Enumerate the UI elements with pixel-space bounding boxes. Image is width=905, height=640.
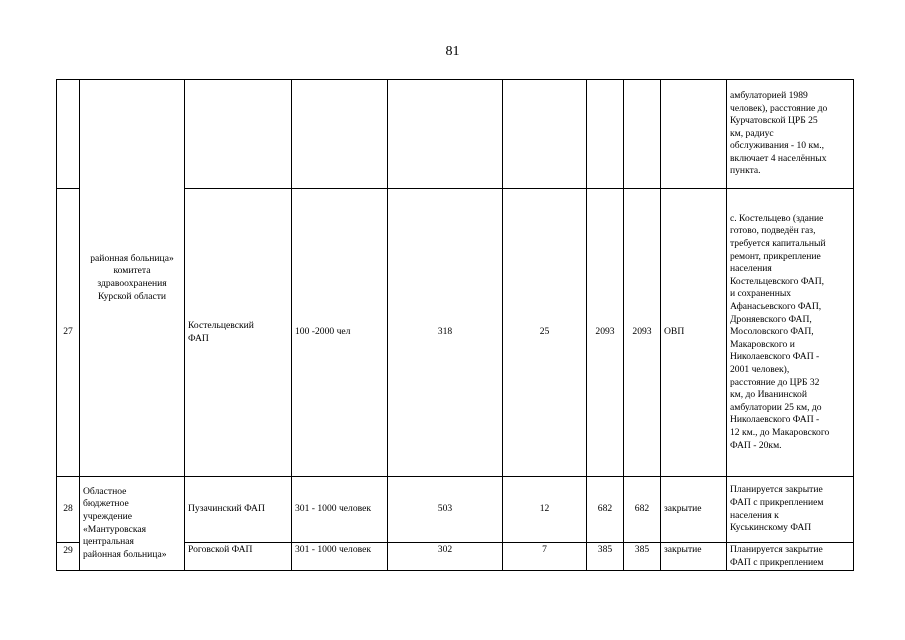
organization-line: районная больница» <box>83 548 167 560</box>
notes-line: Дроняевского ФАП, <box>730 313 812 325</box>
notes-cell <box>727 477 854 543</box>
notes-line: Николаевского ФАП - <box>730 351 820 363</box>
row-number: 29 <box>57 543 80 571</box>
range-cell <box>292 80 388 189</box>
served-cell: 682 <box>624 477 661 543</box>
served-cell <box>587 80 624 189</box>
notes-line: км, до Иванинской <box>730 389 807 401</box>
notes-line: обслуживания - 10 км., <box>730 140 825 152</box>
notes-line: населения <box>730 263 772 275</box>
organization-line: учреждение <box>83 511 132 522</box>
notes-line: ФАП - 20км. <box>730 439 782 451</box>
fap-name-line: ФАП <box>188 332 209 344</box>
notes-line: амбулатории 25 км, до <box>730 401 822 413</box>
notes-line: и сохраненных <box>730 288 792 300</box>
notes-line: Курчатовской ЦРБ 25 <box>730 115 818 127</box>
population-cell: 318 <box>388 189 503 477</box>
fap-name-cell: Пузачинский ФАП <box>185 477 292 543</box>
distance-cell <box>503 80 587 189</box>
action-cell: закрытие <box>661 543 727 571</box>
notes-line: 12 км., до Макаровского <box>730 426 830 438</box>
notes-line: амбулаторией 1989 <box>730 89 808 101</box>
fap-table <box>56 79 854 571</box>
row-number: 27 <box>57 189 80 477</box>
served-cell: 385 <box>587 543 624 571</box>
row-number: 28 <box>57 477 80 543</box>
notes-line: человек), расстояние до <box>730 102 828 114</box>
organization-cell <box>80 80 185 477</box>
population-cell <box>388 80 503 189</box>
notes-line: Планируется закрытие <box>730 544 823 555</box>
row-number <box>57 80 80 189</box>
range-cell: 301 - 1000 человек <box>292 477 388 543</box>
organization-line: бюджетное <box>83 498 129 510</box>
served-cell <box>624 80 661 189</box>
notes-line: готово, подведён газ, <box>730 225 816 237</box>
notes-line: Куськинскому ФАП <box>730 522 812 534</box>
notes-line: Планируется закрытие <box>730 484 823 496</box>
served-cell: 2093 <box>587 189 624 477</box>
notes-line: ФАП с прикреплением <box>730 556 824 568</box>
notes-cell <box>727 80 854 189</box>
notes-line: 2001 человек), <box>730 363 790 375</box>
notes-line: Афанасьевского ФАП, <box>730 301 822 313</box>
notes-cell <box>727 543 854 571</box>
notes-cell <box>727 189 854 477</box>
table-row <box>57 477 854 543</box>
organization-line: Курской области <box>97 290 167 302</box>
notes-line: км, радиус <box>730 127 774 139</box>
fap-name-cell: Роговской ФАП <box>185 543 292 571</box>
served-cell: 682 <box>587 477 624 543</box>
notes-line: ремонт, прикрепление <box>730 250 821 262</box>
fap-name-cell <box>185 80 292 189</box>
notes-line: населения к <box>730 509 779 521</box>
organization-line: районная больница» <box>90 252 174 264</box>
notes-line: Мосоловского ФАП, <box>730 326 814 338</box>
notes-line: Макаровского и <box>730 338 795 350</box>
page-number: 81 <box>445 44 460 59</box>
distance-cell: 12 <box>503 477 587 543</box>
notes-line: требуется капитальный <box>730 238 826 250</box>
notes-line: пункта. <box>730 165 761 177</box>
fap-name-line: Костельцевский <box>188 319 254 331</box>
action-cell: закрытие <box>661 477 727 543</box>
notes-line: с. Костельцево (здание <box>730 212 824 224</box>
organization-line: центральная <box>83 536 134 548</box>
table-row <box>57 80 854 189</box>
organization-line: Областное <box>83 485 127 497</box>
action-cell <box>661 80 727 189</box>
notes-line: включает 4 населённых <box>730 152 827 164</box>
organization-line: «Мантуровская <box>83 523 147 535</box>
notes-line: расстояние до ЦРБ 32 <box>730 376 820 388</box>
served-cell: 385 <box>624 543 661 571</box>
population-cell: 302 <box>388 543 503 571</box>
notes-line: Костельцевского ФАП, <box>730 275 825 287</box>
action-cell: ОВП <box>661 189 727 477</box>
distance-cell: 7 <box>503 543 587 571</box>
population-cell: 503 <box>388 477 503 543</box>
range-cell: 100 -2000 чел <box>292 189 388 477</box>
range-cell: 301 - 1000 человек <box>292 543 388 571</box>
organization-cell <box>80 477 185 571</box>
served-cell: 2093 <box>624 189 661 477</box>
fap-name-cell <box>185 189 292 477</box>
organization-line: комитета <box>113 265 151 277</box>
distance-cell: 25 <box>503 189 587 477</box>
organization-line: здравоохранения <box>97 278 167 289</box>
notes-line: Николаевского ФАП - <box>730 414 820 426</box>
notes-line: ФАП с прикреплением <box>730 496 824 508</box>
